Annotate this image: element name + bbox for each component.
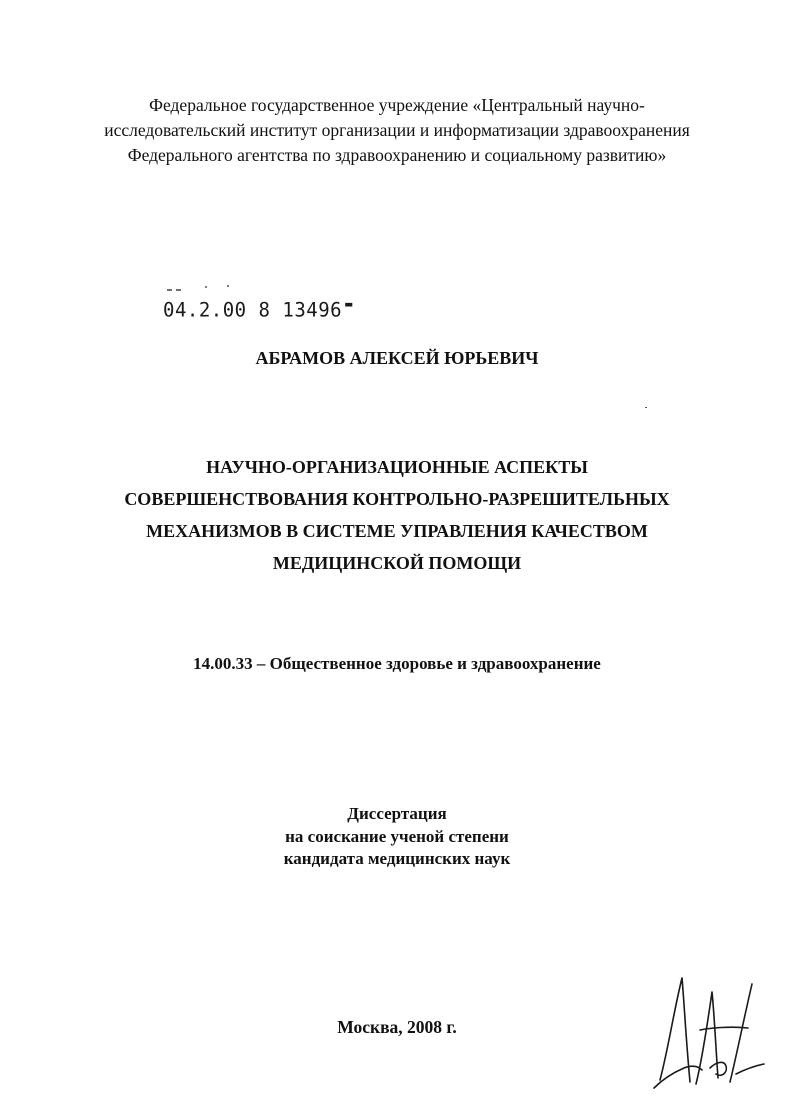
degree-line-3: кандидата медицинских наук bbox=[283, 849, 511, 868]
stamp-marks-icon bbox=[165, 284, 245, 294]
degree-statement bbox=[0, 803, 794, 871]
degree-line-1: Диссертация bbox=[347, 804, 447, 823]
stamp-tick-icon: ▬ bbox=[345, 296, 353, 312]
title-line-1: НАУЧНО-ОРГАНИЗАЦИОННЫЕ АСПЕКТЫ bbox=[206, 457, 588, 477]
degree-line-2: на соискание ученой степени bbox=[285, 826, 509, 846]
institution-header bbox=[0, 93, 794, 168]
institution-line-2: исследовательский институт организации и информатизации здравоохранения bbox=[104, 120, 690, 140]
dissertation-title bbox=[0, 451, 794, 579]
title-line-2: СОВЕРШЕНСТВОВАНИЯ КОНТРОЛЬНО-РАЗРЕШИТЕЛЬНЫХ bbox=[124, 489, 670, 509]
specialty-code: 14.00.33 – Общественное здоровье и здравоохранение bbox=[193, 654, 601, 673]
title-line-4: МЕДИЦИНСКОЙ ПОМОЩИ bbox=[272, 553, 522, 573]
handwritten-signature-icon bbox=[640, 970, 770, 1095]
title-line-3: МЕХАНИЗМОВ В СИСТЕМЕ УПРАВЛЕНИЯ КАЧЕСТВОМ bbox=[146, 521, 648, 541]
registration-stamp bbox=[163, 296, 353, 321]
institution-line-3: Федерального агентства по здравоохранению и социальному развитию» bbox=[127, 145, 667, 165]
city-year: Москва, 2008 г. bbox=[337, 1017, 457, 1037]
scan-speck bbox=[645, 407, 647, 408]
author-name: АБРАМОВ АЛЕКСЕЙ ЮРЬЕВИЧ bbox=[255, 348, 539, 368]
registration-number: 04.2.00 8 13496 bbox=[163, 298, 343, 322]
institution-line-1: Федеральное государственное учреждение «Центральный научно- bbox=[149, 95, 645, 115]
